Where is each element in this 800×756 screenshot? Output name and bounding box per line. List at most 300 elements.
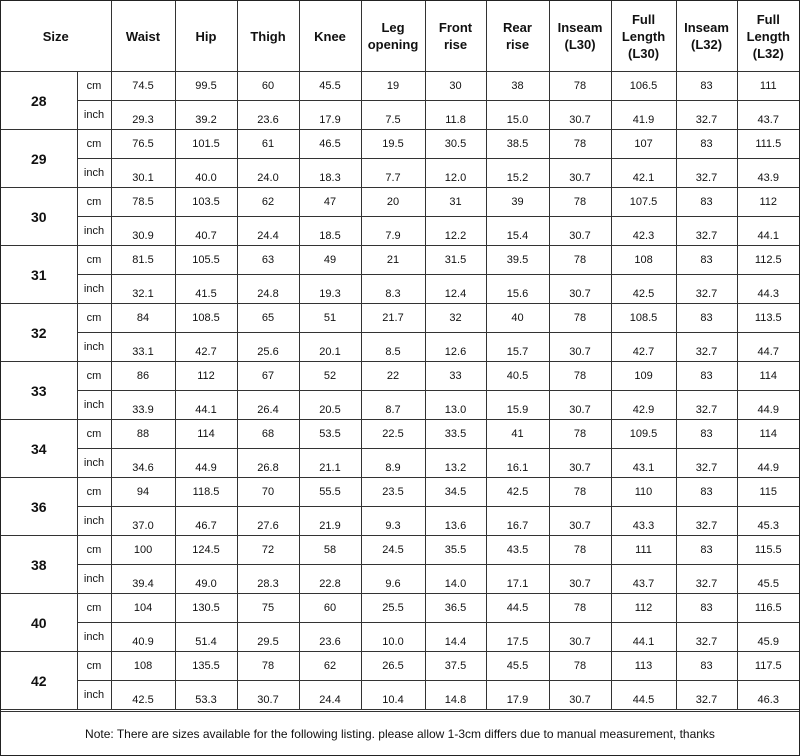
measurement-cell: 78 xyxy=(549,72,611,101)
header-size: Size xyxy=(1,1,111,72)
measurement-cell: 30.7 xyxy=(549,391,611,420)
measurement-cell: 44.9 xyxy=(737,391,799,420)
measurement-cell: 51.4 xyxy=(175,623,237,652)
measurement-cell: 42.1 xyxy=(611,159,676,188)
measurement-cell: 14.0 xyxy=(425,565,486,594)
measurement-cell: 26.8 xyxy=(237,449,299,478)
measurement-cell: 16.1 xyxy=(486,449,549,478)
measurement-cell: 74.5 xyxy=(111,72,175,101)
header-thigh: Thigh xyxy=(237,1,299,72)
unit-label: inch xyxy=(77,275,111,304)
measurement-cell: 46.7 xyxy=(175,507,237,536)
measurement-cell: 30.7 xyxy=(549,681,611,710)
measurement-cell: 30.7 xyxy=(237,681,299,710)
measurement-cell: 31 xyxy=(425,188,486,217)
measurement-cell: 75 xyxy=(237,594,299,623)
measurement-cell: 15.0 xyxy=(486,101,549,130)
measurement-cell: 21.9 xyxy=(299,507,361,536)
measurement-cell: 43.5 xyxy=(486,536,549,565)
measurement-cell: 41.9 xyxy=(611,101,676,130)
unit-label: cm xyxy=(77,536,111,565)
measurement-cell: 30.9 xyxy=(111,217,175,246)
measurement-cell: 15.7 xyxy=(486,333,549,362)
measurement-cell: 35.5 xyxy=(425,536,486,565)
size-label: 42 xyxy=(1,652,77,710)
measurement-cell: 7.9 xyxy=(361,217,425,246)
measurement-cell: 40.9 xyxy=(111,623,175,652)
table-row xyxy=(1,159,799,188)
size-chart-table xyxy=(1,1,799,710)
measurement-cell: 104 xyxy=(111,594,175,623)
measurement-cell: 26.5 xyxy=(361,652,425,681)
measurement-cell: 45.9 xyxy=(737,623,799,652)
measurement-cell: 42.7 xyxy=(611,333,676,362)
measurement-cell: 8.5 xyxy=(361,333,425,362)
measurement-cell: 16.7 xyxy=(486,507,549,536)
measurement-cell: 38 xyxy=(486,72,549,101)
measurement-cell: 34.5 xyxy=(425,478,486,507)
measurement-cell: 28.3 xyxy=(237,565,299,594)
measurement-cell: 44.3 xyxy=(737,275,799,304)
size-label: 34 xyxy=(1,420,77,478)
measurement-cell: 113 xyxy=(611,652,676,681)
measurement-cell: 76.5 xyxy=(111,130,175,159)
measurement-cell: 32.7 xyxy=(676,101,737,130)
measurement-cell: 21.1 xyxy=(299,449,361,478)
measurement-cell: 30 xyxy=(425,72,486,101)
measurement-cell: 105.5 xyxy=(175,246,237,275)
unit-label: inch xyxy=(77,449,111,478)
measurement-cell: 61 xyxy=(237,130,299,159)
measurement-cell: 88 xyxy=(111,420,175,449)
header-knee: Knee xyxy=(299,1,361,72)
measurement-cell: 63 xyxy=(237,246,299,275)
measurement-cell: 109 xyxy=(611,362,676,391)
measurement-cell: 45.5 xyxy=(299,72,361,101)
measurement-cell: 32.7 xyxy=(676,217,737,246)
measurement-cell: 12.2 xyxy=(425,217,486,246)
measurement-cell: 83 xyxy=(676,188,737,217)
header-inseam-l30: Inseam (L30) xyxy=(549,1,611,72)
measurement-cell: 67 xyxy=(237,362,299,391)
measurement-cell: 44.7 xyxy=(737,333,799,362)
measurement-cell: 32.7 xyxy=(676,159,737,188)
header-rear-rise: Rear rise xyxy=(486,1,549,72)
measurement-cell: 14.8 xyxy=(425,681,486,710)
unit-label: cm xyxy=(77,246,111,275)
table-row xyxy=(1,565,799,594)
measurement-cell: 11.8 xyxy=(425,101,486,130)
measurement-cell: 83 xyxy=(676,246,737,275)
measurement-cell: 24.4 xyxy=(299,681,361,710)
measurement-cell: 52 xyxy=(299,362,361,391)
measurement-cell: 55.5 xyxy=(299,478,361,507)
measurement-cell: 10.4 xyxy=(361,681,425,710)
table-row xyxy=(1,188,799,217)
measurement-cell: 83 xyxy=(676,304,737,333)
measurement-cell: 44.1 xyxy=(611,623,676,652)
measurement-cell: 78 xyxy=(549,130,611,159)
unit-label: cm xyxy=(77,594,111,623)
measurement-cell: 107.5 xyxy=(611,188,676,217)
measurement-cell: 37.5 xyxy=(425,652,486,681)
measurement-cell: 124.5 xyxy=(175,536,237,565)
measurement-cell: 17.9 xyxy=(299,101,361,130)
size-label: 33 xyxy=(1,362,77,420)
header-full-length-l30: Full Length (L30) xyxy=(611,1,676,72)
unit-label: cm xyxy=(77,478,111,507)
table-row xyxy=(1,304,799,333)
table-row xyxy=(1,391,799,420)
table-row xyxy=(1,536,799,565)
measurement-cell: 40.5 xyxy=(486,362,549,391)
table-row xyxy=(1,681,799,710)
measurement-cell: 33.5 xyxy=(425,420,486,449)
size-label: 28 xyxy=(1,72,77,130)
measurement-cell: 9.3 xyxy=(361,507,425,536)
table-row xyxy=(1,478,799,507)
measurement-cell: 111 xyxy=(737,72,799,101)
measurement-cell: 30.7 xyxy=(549,449,611,478)
measurement-cell: 113.5 xyxy=(737,304,799,333)
measurement-cell: 78 xyxy=(549,362,611,391)
measurement-cell: 30.1 xyxy=(111,159,175,188)
measurement-cell: 45.5 xyxy=(486,652,549,681)
measurement-cell: 21 xyxy=(361,246,425,275)
header-inseam-l32: Inseam (L32) xyxy=(676,1,737,72)
measurement-cell: 40 xyxy=(486,304,549,333)
measurement-cell: 39.2 xyxy=(175,101,237,130)
table-row xyxy=(1,101,799,130)
measurement-cell: 15.6 xyxy=(486,275,549,304)
measurement-cell: 10.0 xyxy=(361,623,425,652)
size-label: 36 xyxy=(1,478,77,536)
measurement-cell: 108.5 xyxy=(611,304,676,333)
table-row xyxy=(1,362,799,391)
measurement-cell: 25.5 xyxy=(361,594,425,623)
measurement-cell: 32 xyxy=(425,304,486,333)
header-hip: Hip xyxy=(175,1,237,72)
table-row xyxy=(1,449,799,478)
table-row xyxy=(1,72,799,101)
measurement-cell: 33.9 xyxy=(111,391,175,420)
measurement-cell: 110 xyxy=(611,478,676,507)
measurement-cell: 108 xyxy=(611,246,676,275)
measurement-cell: 23.6 xyxy=(299,623,361,652)
measurement-cell: 53.3 xyxy=(175,681,237,710)
measurement-cell: 44.9 xyxy=(175,449,237,478)
unit-label: inch xyxy=(77,217,111,246)
unit-label: cm xyxy=(77,130,111,159)
measurement-cell: 114 xyxy=(737,420,799,449)
measurement-cell: 8.9 xyxy=(361,449,425,478)
measurement-cell: 83 xyxy=(676,594,737,623)
measurement-cell: 44.1 xyxy=(737,217,799,246)
header-front-rise: Front rise xyxy=(425,1,486,72)
measurement-cell: 81.5 xyxy=(111,246,175,275)
unit-label: inch xyxy=(77,101,111,130)
measurement-cell: 32.7 xyxy=(676,391,737,420)
measurement-cell: 32.7 xyxy=(676,681,737,710)
measurement-cell: 26.4 xyxy=(237,391,299,420)
header-row xyxy=(1,1,799,72)
measurement-cell: 68 xyxy=(237,420,299,449)
measurement-cell: 42.5 xyxy=(111,681,175,710)
measurement-cell: 12.0 xyxy=(425,159,486,188)
measurement-cell: 19.3 xyxy=(299,275,361,304)
measurement-cell: 13.2 xyxy=(425,449,486,478)
measurement-cell: 78 xyxy=(549,536,611,565)
measurement-cell: 30.7 xyxy=(549,159,611,188)
measurement-cell: 83 xyxy=(676,362,737,391)
table-row xyxy=(1,652,799,681)
table-row xyxy=(1,275,799,304)
measurement-cell: 72 xyxy=(237,536,299,565)
unit-label: cm xyxy=(77,188,111,217)
measurement-cell: 44.5 xyxy=(486,594,549,623)
measurement-cell: 20.5 xyxy=(299,391,361,420)
measurement-cell: 135.5 xyxy=(175,652,237,681)
measurement-cell: 25.6 xyxy=(237,333,299,362)
measurement-cell: 19 xyxy=(361,72,425,101)
measurement-cell: 83 xyxy=(676,536,737,565)
measurement-cell: 46.5 xyxy=(299,130,361,159)
measurement-cell: 49.0 xyxy=(175,565,237,594)
measurement-cell: 30.7 xyxy=(549,101,611,130)
measurement-cell: 27.6 xyxy=(237,507,299,536)
size-label: 38 xyxy=(1,536,77,594)
unit-label: inch xyxy=(77,565,111,594)
measurement-cell: 14.4 xyxy=(425,623,486,652)
measurement-cell: 109.5 xyxy=(611,420,676,449)
unit-label: inch xyxy=(77,623,111,652)
measurement-cell: 118.5 xyxy=(175,478,237,507)
measurement-cell: 24.4 xyxy=(237,217,299,246)
measurement-cell: 130.5 xyxy=(175,594,237,623)
measurement-cell: 23.5 xyxy=(361,478,425,507)
measurement-cell: 8.7 xyxy=(361,391,425,420)
measurement-cell: 15.2 xyxy=(486,159,549,188)
measurement-cell: 84 xyxy=(111,304,175,333)
unit-label: inch xyxy=(77,159,111,188)
unit-label: cm xyxy=(77,652,111,681)
measurement-cell: 43.3 xyxy=(611,507,676,536)
table-row xyxy=(1,420,799,449)
measurement-cell: 9.6 xyxy=(361,565,425,594)
measurement-cell: 39.5 xyxy=(486,246,549,275)
measurement-cell: 42.9 xyxy=(611,391,676,420)
header-full-length-l32: Full Length (L32) xyxy=(737,1,799,72)
measurement-cell: 24.5 xyxy=(361,536,425,565)
unit-label: inch xyxy=(77,391,111,420)
table-row xyxy=(1,130,799,159)
measurement-cell: 20.1 xyxy=(299,333,361,362)
measurement-cell: 78 xyxy=(549,188,611,217)
measurement-cell: 15.9 xyxy=(486,391,549,420)
measurement-cell: 112 xyxy=(611,594,676,623)
table-body xyxy=(1,72,799,710)
measurement-cell: 114 xyxy=(175,420,237,449)
measurement-cell: 12.4 xyxy=(425,275,486,304)
measurement-cell: 111 xyxy=(611,536,676,565)
measurement-cell: 24.0 xyxy=(237,159,299,188)
measurement-cell: 86 xyxy=(111,362,175,391)
measurement-cell: 30.7 xyxy=(549,275,611,304)
measurement-cell: 32.7 xyxy=(676,275,737,304)
measurement-cell: 78 xyxy=(549,594,611,623)
measurement-cell: 8.3 xyxy=(361,275,425,304)
measurement-cell: 115 xyxy=(737,478,799,507)
measurement-cell: 33.1 xyxy=(111,333,175,362)
unit-label: cm xyxy=(77,72,111,101)
size-label: 30 xyxy=(1,188,77,246)
measurement-cell: 38.5 xyxy=(486,130,549,159)
measurement-cell: 58 xyxy=(299,536,361,565)
measurement-cell: 94 xyxy=(111,478,175,507)
measurement-cell: 101.5 xyxy=(175,130,237,159)
measurement-cell: 17.9 xyxy=(486,681,549,710)
measurement-cell: 60 xyxy=(299,594,361,623)
measurement-cell: 114 xyxy=(737,362,799,391)
measurement-cell: 112 xyxy=(175,362,237,391)
unit-label: cm xyxy=(77,304,111,333)
measurement-cell: 13.6 xyxy=(425,507,486,536)
measurement-cell: 43.7 xyxy=(611,565,676,594)
unit-label: cm xyxy=(77,420,111,449)
measurement-cell: 31.5 xyxy=(425,246,486,275)
measurement-cell: 32.7 xyxy=(676,623,737,652)
measurement-cell: 83 xyxy=(676,130,737,159)
measurement-cell: 15.4 xyxy=(486,217,549,246)
measurement-cell: 39.4 xyxy=(111,565,175,594)
measurement-cell: 78 xyxy=(549,246,611,275)
measurement-cell: 32.7 xyxy=(676,449,737,478)
table-row xyxy=(1,333,799,362)
measurement-cell: 60 xyxy=(237,72,299,101)
unit-label: cm xyxy=(77,362,111,391)
measurement-cell: 51 xyxy=(299,304,361,333)
measurement-cell: 32.7 xyxy=(676,333,737,362)
measurement-cell: 36.5 xyxy=(425,594,486,623)
measurement-cell: 30.7 xyxy=(549,623,611,652)
measurement-cell: 32.7 xyxy=(676,507,737,536)
measurement-cell: 112.5 xyxy=(737,246,799,275)
measurement-cell: 43.7 xyxy=(737,101,799,130)
table-row xyxy=(1,246,799,275)
measurement-cell: 44.9 xyxy=(737,449,799,478)
measurement-cell: 99.5 xyxy=(175,72,237,101)
measurement-cell: 33 xyxy=(425,362,486,391)
measurement-cell: 43.1 xyxy=(611,449,676,478)
measurement-cell: 78 xyxy=(549,478,611,507)
measurement-cell: 40.0 xyxy=(175,159,237,188)
measurement-cell: 117.5 xyxy=(737,652,799,681)
measurement-cell: 37.0 xyxy=(111,507,175,536)
measurement-cell: 32.1 xyxy=(111,275,175,304)
measurement-cell: 24.8 xyxy=(237,275,299,304)
measurement-cell: 22.8 xyxy=(299,565,361,594)
measurement-cell: 40.7 xyxy=(175,217,237,246)
table-row xyxy=(1,507,799,536)
size-label: 31 xyxy=(1,246,77,304)
table-header xyxy=(1,1,799,72)
measurement-cell: 18.3 xyxy=(299,159,361,188)
measurement-cell: 30.5 xyxy=(425,130,486,159)
measurement-cell: 39 xyxy=(486,188,549,217)
measurement-cell: 42.7 xyxy=(175,333,237,362)
measurement-cell: 83 xyxy=(676,478,737,507)
measurement-cell: 70 xyxy=(237,478,299,507)
measurement-cell: 47 xyxy=(299,188,361,217)
measurement-cell: 30.7 xyxy=(549,507,611,536)
measurement-cell: 103.5 xyxy=(175,188,237,217)
measurement-cell: 83 xyxy=(676,72,737,101)
measurement-cell: 44.5 xyxy=(611,681,676,710)
header-waist: Waist xyxy=(111,1,175,72)
measurement-cell: 78 xyxy=(549,652,611,681)
measurement-cell: 65 xyxy=(237,304,299,333)
size-label: 40 xyxy=(1,594,77,652)
measurement-cell: 45.5 xyxy=(737,565,799,594)
measurement-cell: 22.5 xyxy=(361,420,425,449)
measurement-cell: 21.7 xyxy=(361,304,425,333)
measurement-cell: 42.3 xyxy=(611,217,676,246)
measurement-cell: 30.7 xyxy=(549,565,611,594)
size-label: 32 xyxy=(1,304,77,362)
size-label: 29 xyxy=(1,130,77,188)
measurement-cell: 23.6 xyxy=(237,101,299,130)
table-row xyxy=(1,217,799,246)
measurement-cell: 44.1 xyxy=(175,391,237,420)
measurement-cell: 43.9 xyxy=(737,159,799,188)
measurement-cell: 30.7 xyxy=(549,217,611,246)
measurement-cell: 41 xyxy=(486,420,549,449)
measurement-cell: 62 xyxy=(299,652,361,681)
measurement-cell: 30.7 xyxy=(549,333,611,362)
measurement-note: Note: There are sizes available for the following listing. please allow 1-3cm differs due to manual measurement, thanks xyxy=(1,711,799,755)
measurement-cell: 62 xyxy=(237,188,299,217)
measurement-cell: 78 xyxy=(237,652,299,681)
table-row xyxy=(1,594,799,623)
measurement-cell: 108.5 xyxy=(175,304,237,333)
measurement-cell: 18.5 xyxy=(299,217,361,246)
measurement-cell: 111.5 xyxy=(737,130,799,159)
measurement-cell: 13.0 xyxy=(425,391,486,420)
unit-label: inch xyxy=(77,333,111,362)
measurement-cell: 100 xyxy=(111,536,175,565)
measurement-cell: 17.1 xyxy=(486,565,549,594)
measurement-cell: 42.5 xyxy=(611,275,676,304)
measurement-cell: 32.7 xyxy=(676,565,737,594)
unit-label: inch xyxy=(77,507,111,536)
measurement-cell: 7.7 xyxy=(361,159,425,188)
measurement-cell: 78 xyxy=(549,304,611,333)
measurement-cell: 7.5 xyxy=(361,101,425,130)
measurement-cell: 45.3 xyxy=(737,507,799,536)
measurement-cell: 42.5 xyxy=(486,478,549,507)
measurement-cell: 116.5 xyxy=(737,594,799,623)
measurement-cell: 12.6 xyxy=(425,333,486,362)
measurement-cell: 78.5 xyxy=(111,188,175,217)
measurement-cell: 115.5 xyxy=(737,536,799,565)
measurement-cell: 83 xyxy=(676,652,737,681)
measurement-cell: 78 xyxy=(549,420,611,449)
measurement-cell: 19.5 xyxy=(361,130,425,159)
header-leg-opening: Leg opening xyxy=(361,1,425,72)
measurement-cell: 46.3 xyxy=(737,681,799,710)
measurement-cell: 106.5 xyxy=(611,72,676,101)
measurement-cell: 83 xyxy=(676,420,737,449)
